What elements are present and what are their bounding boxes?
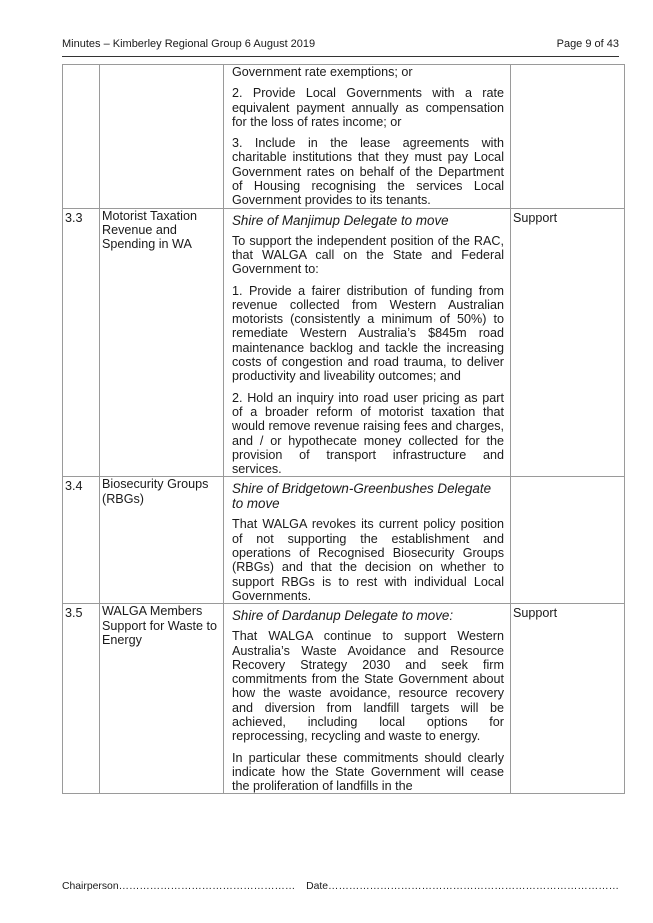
mover-line: Shire of Manjimup Delegate to move <box>232 212 449 228</box>
item-number: 3.4 <box>63 477 100 604</box>
item-body <box>224 477 511 604</box>
item-position <box>511 65 625 209</box>
body-paragraph: Government rate exemptions; or <box>232 65 413 79</box>
resolutions-table <box>62 64 625 794</box>
body-paragraph: 3. Include in the lease agreements with charitable institutions that they must pay Local Government rates on behalf of the Department of Housing recognising the services Local Government provides to its tenants. <box>232 136 504 208</box>
body-paragraph: That WALGA revokes its current policy position of not supporting the establishment and operations of Recognised Biosecurity Groups (RBGs) and that the decision on whether to support RBGs is to rest with individual Local Governments. <box>232 517 504 603</box>
date-line: Date………………………………………………………………………… <box>306 881 619 892</box>
body-paragraph: To support the independent position of the RAC, that WALGA call on the State and Federal Government to: <box>232 233 504 277</box>
table-row <box>63 65 625 209</box>
item-topic: Biosecurity Groups (RBGs) <box>100 477 224 604</box>
item-topic: WALGA Members Support for Waste to Energy <box>100 604 224 794</box>
item-position <box>511 477 625 604</box>
item-number <box>63 65 100 209</box>
table-row <box>63 208 625 477</box>
item-topic <box>100 65 224 209</box>
page-header <box>62 38 619 54</box>
item-number: 3.3 <box>63 208 100 477</box>
item-position: Support <box>511 604 625 794</box>
header-rule <box>62 56 619 57</box>
body-paragraph: That WALGA continue to support Western Australia’s Waste Avoidance and Resource Recovery Strategy 2030 and seek firm commitments from the State Government about how the waste avoidance, resource recovery and diversion from landfill targets will be achieved, including local options for reprocessing, recycling and waste to energy. <box>232 629 504 744</box>
body-paragraph: 2. Provide Local Governments with a rate equivalent payment annually as compensation for the loss of rates income; or <box>232 86 504 129</box>
item-body <box>224 208 511 477</box>
mover-line: Shire of Bridgetown-Greenbushes Delegate to move <box>232 481 492 512</box>
item-body <box>224 65 511 209</box>
page-number: Page 9 of 43 <box>556 38 619 50</box>
chairperson-signature-line: Chairperson…………………………………………… <box>62 881 296 892</box>
table-row <box>63 477 625 604</box>
document-title: Minutes – Kimberley Regional Group 6 August 2019 <box>62 38 316 50</box>
item-number: 3.5 <box>63 604 100 794</box>
table-row <box>63 604 625 794</box>
item-position: Support <box>511 208 625 477</box>
mover-line: Shire of Dardanup Delegate to move: <box>232 608 454 624</box>
item-topic: Motorist Taxation Revenue and Spending in WA <box>100 208 224 477</box>
body-paragraph: In particular these commitments should clearly indicate how the State Government will cease the proliferation of landfills in the <box>232 750 504 794</box>
body-paragraph: 2. Hold an inquiry into road user pricing as part of a broader reform of motorist taxation that would remove revenue raising fees and charges, and / or hypothecate money collected for the provision of transport infrastructure and services. <box>232 390 504 477</box>
item-body <box>224 604 511 794</box>
body-paragraph: 1. Provide a fairer distribution of funding from revenue collected from Western Australian motorists (consistently a minimum of 50%) to remediate Western Australia’s $845m road maintenance backlog and tackle the increasing costs of congestion and road trauma, to deliver productivity and liveability outcomes; and <box>232 283 504 384</box>
